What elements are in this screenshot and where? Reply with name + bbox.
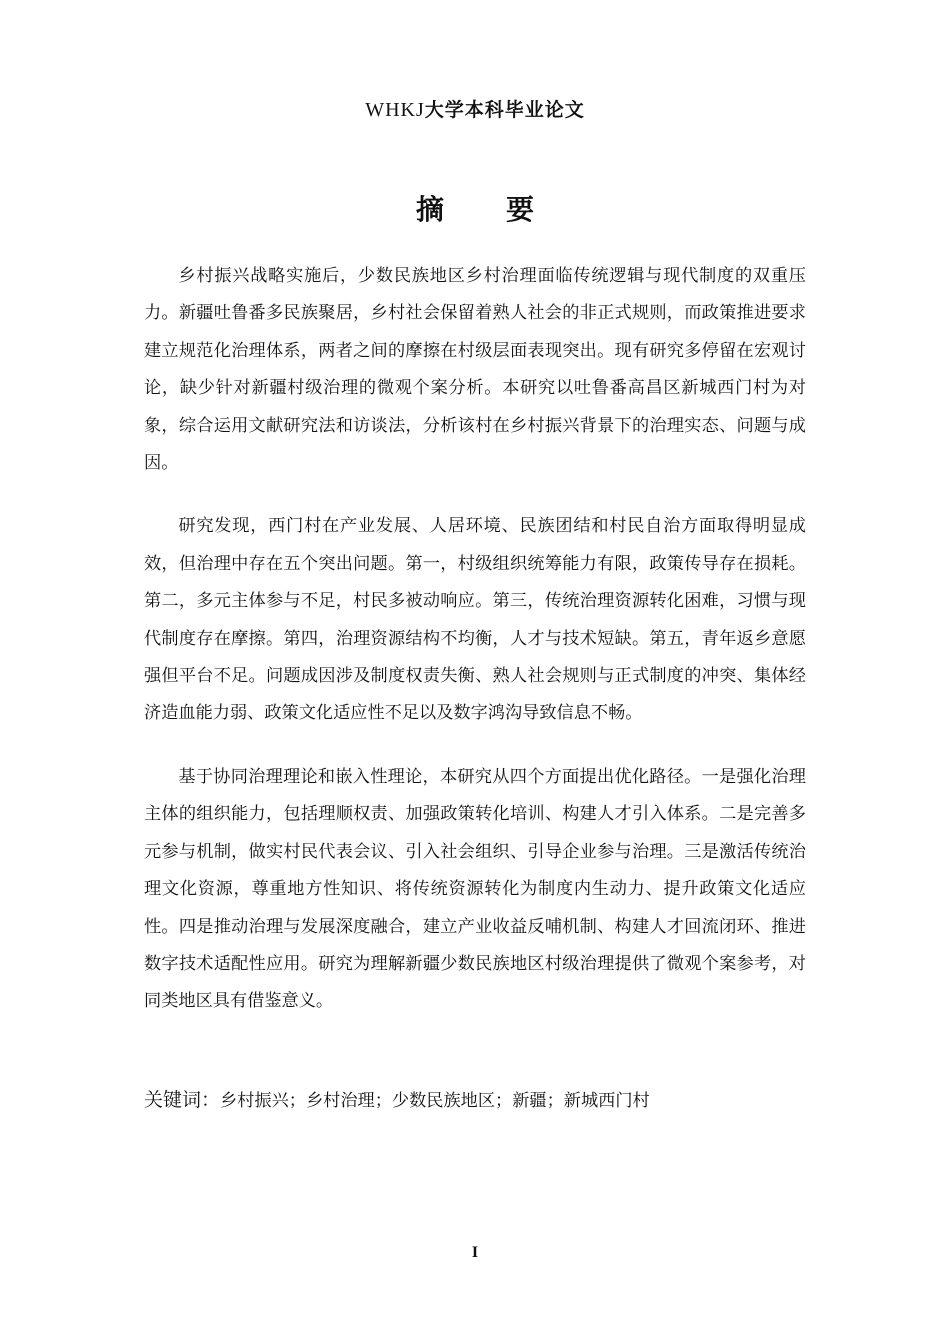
- header-document-type: 大学本科毕业论文: [424, 99, 585, 121]
- keywords-line: [144, 1082, 806, 1119]
- abstract-paragraph-1: 乡村振兴战略实施后，少数民族地区乡村治理面临传统逻辑与现代制度的双重压力。新疆吐鲁番多民族聚居，乡村社会保留着熟人社会的非正式规则，而政策推进要求建立规范化治理体系，两者之间的摩擦在村级层面表现突出。现有研究多停留在宏观讨论，缺少针对新疆村级治理的微观个案分析。本研究以吐鲁番高昌区新城西门村为对象，综合运用文献研究法和访谈法，分析该村在乡村振兴背景下的治理实态、问题与成因。: [144, 266, 806, 474]
- keywords-label: 关键词：: [144, 1089, 221, 1111]
- keywords-list: 乡村振兴；乡村治理；少数民族地区；新疆；新城西门村: [220, 1091, 650, 1111]
- running-header: [0, 96, 950, 124]
- page-number: I: [471, 1244, 479, 1261]
- abstract-title: 摘要: [415, 193, 596, 226]
- abstract-body: [144, 258, 806, 1021]
- abstract-paragraph-3: 基于协同治理理论和嵌入性理论，本研究从四个方面提出优化路径。一是强化治理主体的组织能力，包括理顺权责、加强政策转化培训、构建人才引入体系。二是完善多元参与机制，做实村民代表会议、引入社会组织、引导企业参与治理。三是激活传统治理文化资源，尊重地方性知识、将传统资源转化为制度内生动力、提升政策文化适应性。四是推动治理与发展深度融合，建立产业收益反哺机制、构建人才回流闭环、推进数字技术适配性应用。研究为理解新疆少数民族地区村级治理提供了微观个案参考，对同类地区具有借鉴意义。: [144, 766, 806, 1012]
- abstract-paragraph-2: 研究发现，西门村在产业发展、人居环境、民族团结和村民自治方面取得明显成效，但治理中存在五个突出问题。第一，村级组织统筹能力有限，政策传导存在损耗。第二，多元主体参与不足，村民多被动响应。第三，传统治理资源转化困难，习惯与现代制度存在摩擦。第四，治理资源结构不均衡，人才与技术短缺。第五，青年返乡意愿强但平台不足。问题成因涉及制度权责失衡、熟人社会规则与正式制度的冲突、集体经济造血能力弱、政策文化适应性不足以及数字鸿沟导致信息不畅。: [144, 516, 806, 724]
- header-school-code: WHKJ: [365, 99, 425, 121]
